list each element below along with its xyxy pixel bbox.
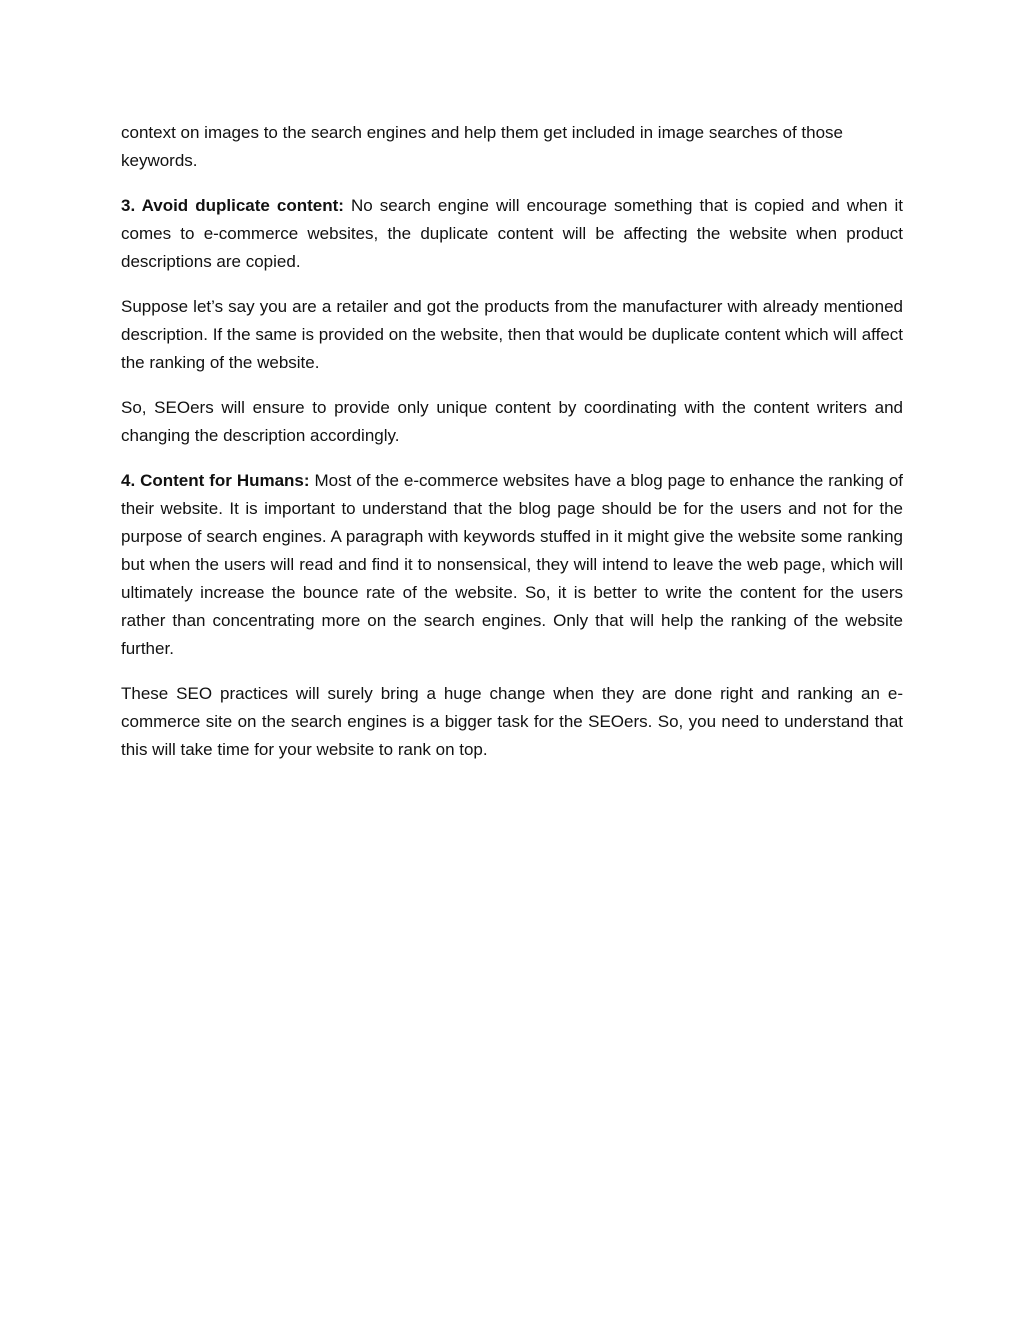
- paragraph-heading: 4. Content for Humans:: [121, 471, 310, 490]
- paragraph-image-context: [121, 119, 903, 175]
- paragraph-unique-content: [121, 394, 903, 450]
- paragraph-text: So, SEOers will ensure to provide only unique content by coordinating with the content writers and changing the description accordingly.: [121, 398, 903, 445]
- paragraph-text: No search engine will encourage something that is copied and when it comes to e-commerce websites, the duplicate content will be affecting the website when product descriptions are copied.: [121, 196, 903, 271]
- paragraph-text: These SEO practices will surely bring a huge change when they are done right and ranking an e-commerce site on the search engines is a bigger task for the SEOers. So, you need to understand that this will take time for your website to rank on top.: [121, 684, 903, 759]
- paragraph-heading: 3. Avoid duplicate content:: [121, 196, 344, 215]
- paragraph-text: Most of the e-commerce websites have a blog page to enhance the ranking of their website. It is important to understand that the blog page should be for the users and not for the purpose of search engines. A paragraph with keywords stuffed in it might give the website some ranking but when the users will read and find it to nonsensical, they will intend to leave the web page, which will ultimately increase the bounce rate of the website. So, it is better to write the content for the users rather than concentrating more on the search engines. Only that will help the ranking of the website further.: [121, 471, 903, 658]
- paragraph-avoid-duplicate-content: [121, 192, 903, 276]
- paragraph-content-for-humans: [121, 467, 903, 663]
- document-page: [121, 119, 903, 781]
- paragraph-conclusion: [121, 680, 903, 764]
- paragraph-text: Suppose let’s say you are a retailer and got the products from the manufacturer with already mentioned description. If the same is provided on the website, then that would be duplicate content which will affect the ranking of the website.: [121, 297, 903, 372]
- paragraph-retailer-example: [121, 293, 903, 377]
- paragraph-text: context on images to the search engines and help them get included in image searches of those keywords.: [121, 123, 844, 170]
